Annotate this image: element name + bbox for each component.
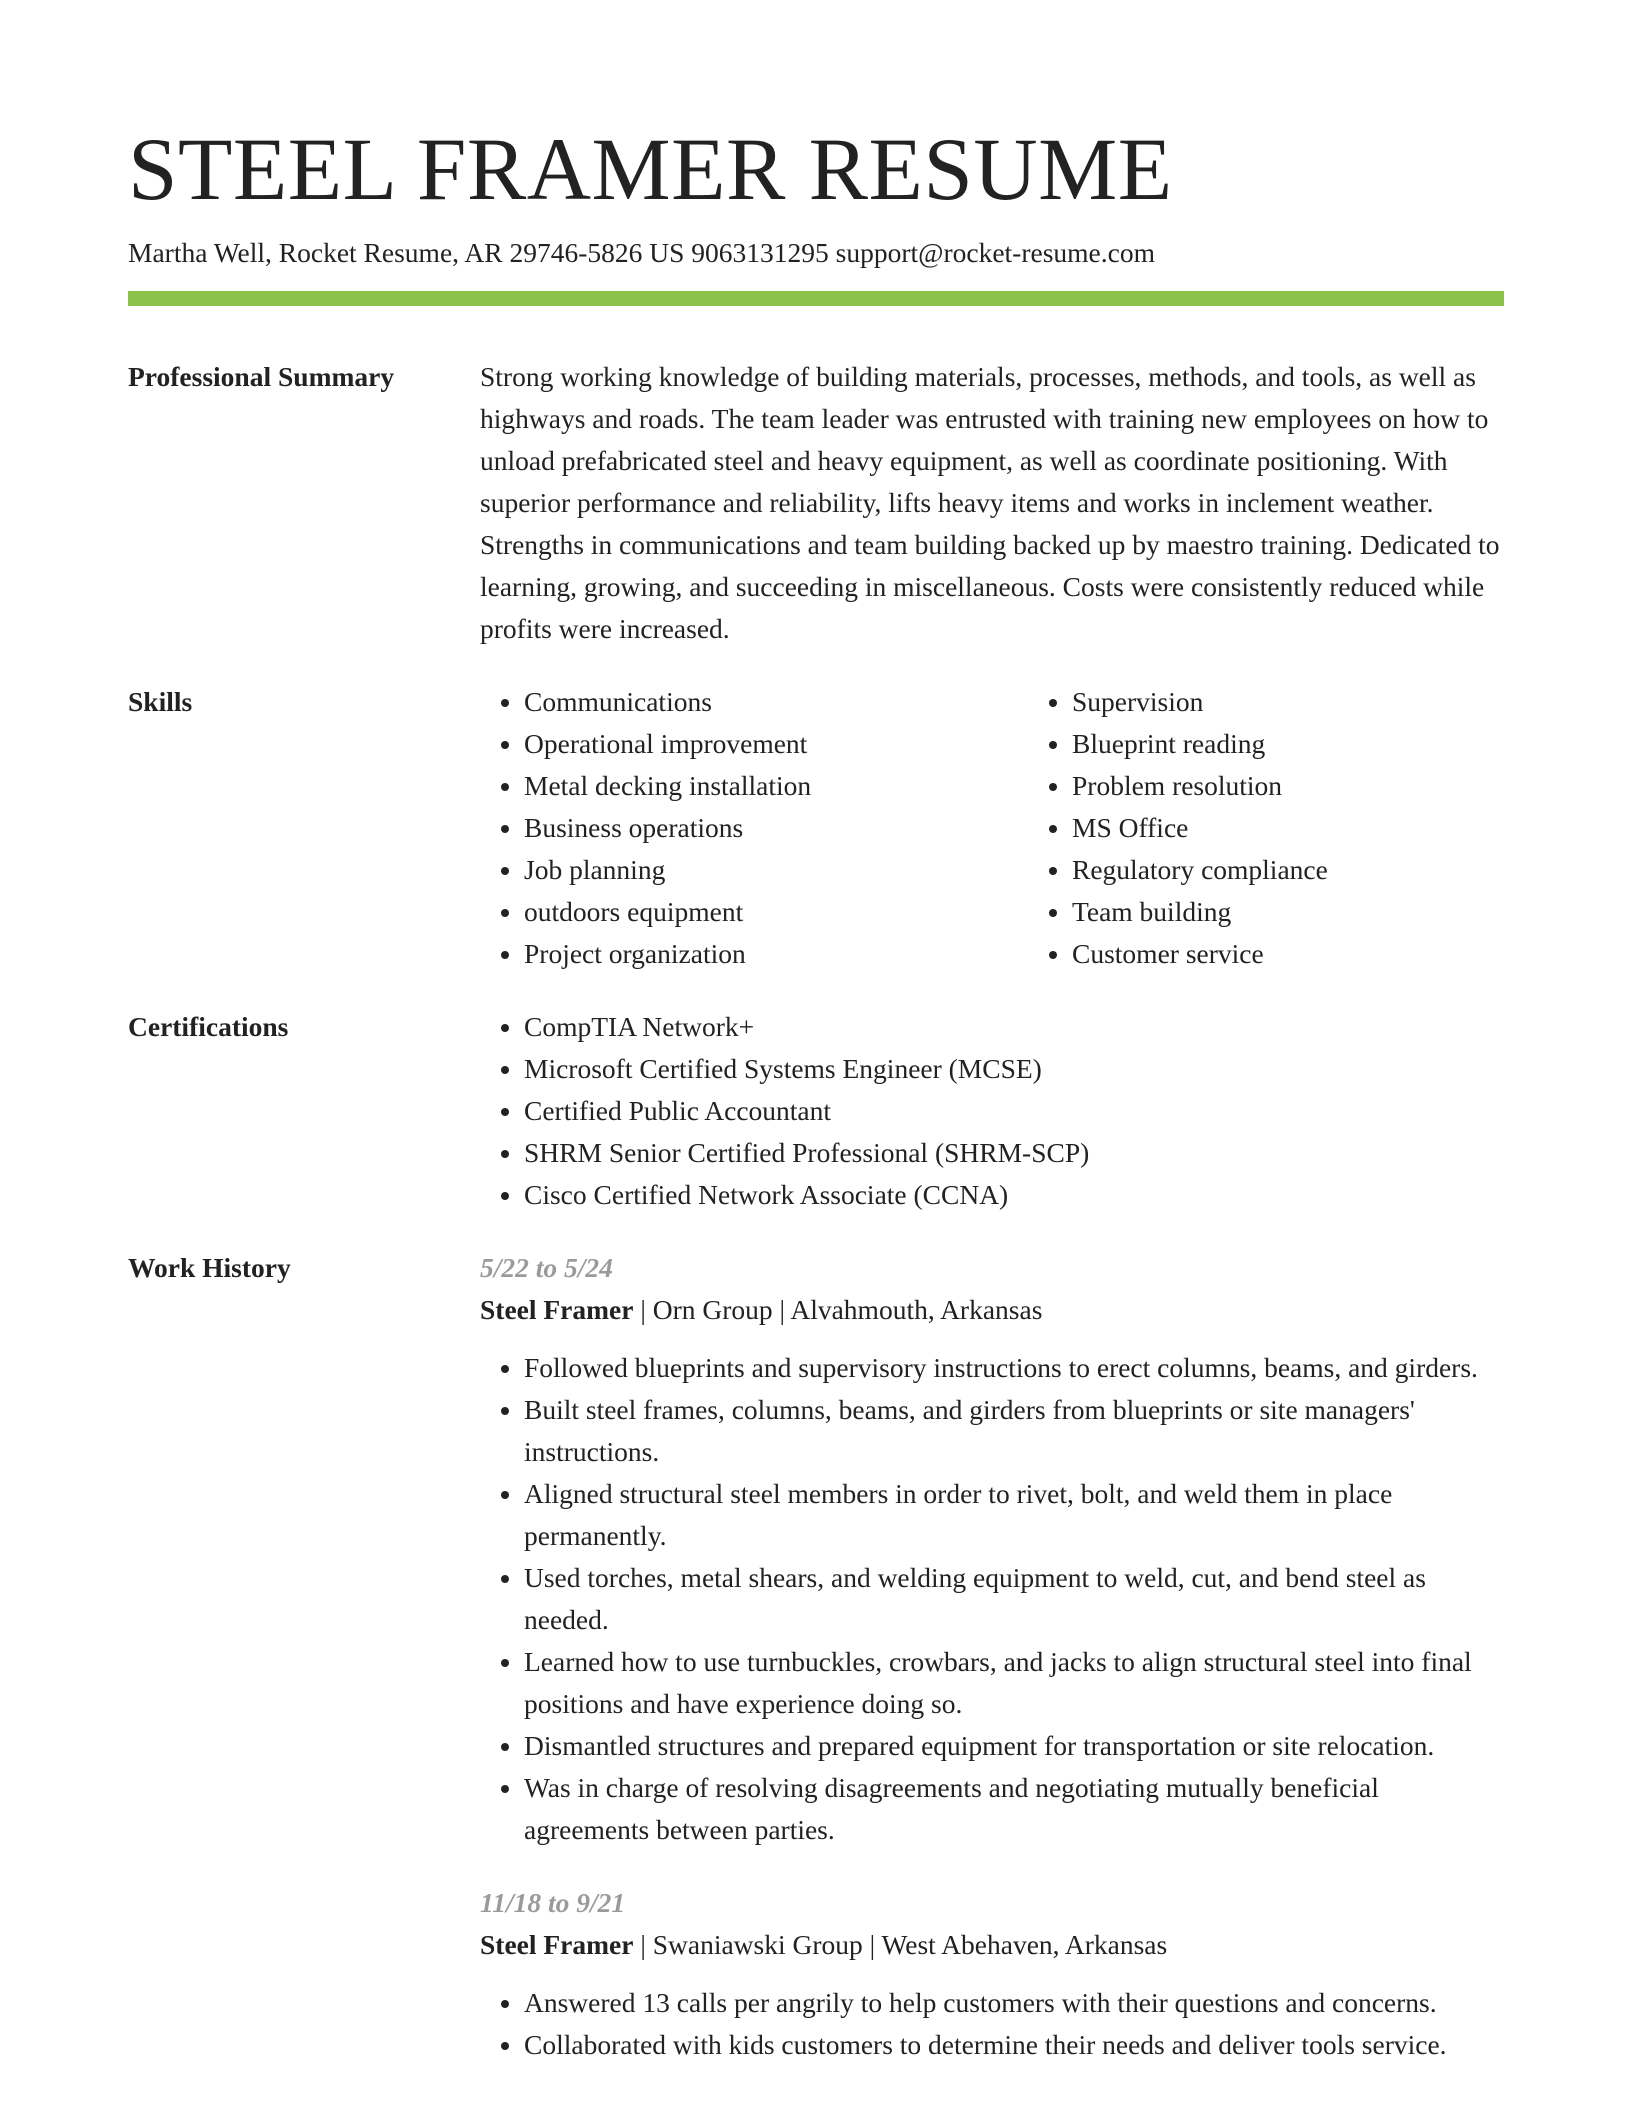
certifications-heading: Certifications (128, 1011, 289, 1042)
job-entry (480, 1882, 1504, 2066)
job-dates: 11/18 to 9/21 (480, 1887, 626, 1918)
job-employer-location: | Orn Group | Alvahmouth, Arkansas (633, 1294, 1043, 1325)
skill-item: • Customer service (1072, 933, 1576, 975)
skill-item: • Business operations (524, 807, 1028, 849)
skill-item: • Project organization (524, 933, 1028, 975)
skills-list-right (1028, 681, 1576, 975)
skills-section (128, 681, 1504, 975)
skills-list-left (480, 681, 1028, 975)
certification-item: • Certified Public Accountant (524, 1090, 1504, 1132)
job-duty-item: • Built steel frames, columns, beams, and girders from blueprints or site managers' instructions. (524, 1389, 1504, 1473)
job-duties-list (480, 1347, 1504, 1851)
job-duty-item: • Was in charge of resolving disagreements and negotiating mutually beneficial agreements between parties. (524, 1767, 1504, 1851)
job-list (480, 1247, 1504, 2066)
skill-item: • Metal decking installation (524, 765, 1028, 807)
job-duty-item: • Answered 13 calls per angrily to help customers with their questions and concerns. (524, 1982, 1504, 2024)
resume-title: STEEL FRAMER RESUME (128, 121, 1173, 219)
accent-divider (128, 291, 1504, 306)
certifications-list (480, 1006, 1504, 1216)
skill-item: • Team building (1072, 891, 1576, 933)
certification-item: • SHRM Senior Certified Professional (SHRM-SCP) (524, 1132, 1504, 1174)
skill-item: • Supervision (1072, 681, 1576, 723)
work-history-section (128, 1247, 1504, 2066)
skill-item: • Problem resolution (1072, 765, 1576, 807)
skill-item: • Blueprint reading (1072, 723, 1576, 765)
job-entry (480, 1247, 1504, 1851)
job-title: Steel Framer (480, 1929, 634, 1960)
job-duty-item: • Followed blueprints and supervisory instructions to erect columns, beams, and girders. (524, 1347, 1504, 1389)
summary-heading: Professional Summary (128, 361, 395, 392)
resume-page (128, 0, 1504, 2066)
job-duties-list (480, 1982, 1504, 2066)
skill-item: • Operational improvement (524, 723, 1028, 765)
job-employer-location: | Swaniawski Group | West Abehaven, Arkansas (633, 1929, 1168, 1960)
job-dates: 5/22 to 5/24 (480, 1252, 613, 1283)
skill-item: • Job planning (524, 849, 1028, 891)
certification-item: • Cisco Certified Network Associate (CCNA) (524, 1174, 1504, 1216)
skill-item: • Regulatory compliance (1072, 849, 1576, 891)
skill-item: • MS Office (1072, 807, 1576, 849)
skill-item: • outdoors equipment (524, 891, 1028, 933)
job-duty-item: • Collaborated with kids customers to determine their needs and deliver tools service. (524, 2024, 1504, 2066)
job-title: Steel Framer (480, 1294, 634, 1325)
work-history-heading: Work History (128, 1252, 291, 1283)
job-duty-item: • Learned how to use turnbuckles, crowbars, and jacks to align structural steel into final positions and have experience doing so. (524, 1641, 1504, 1725)
summary-section (128, 356, 1504, 650)
job-duty-item: • Aligned structural steel members in order to rivet, bolt, and weld them in place permanently. (524, 1473, 1504, 1557)
job-header (480, 1924, 1504, 1966)
summary-text: Strong working knowledge of building materials, processes, methods, and tools, as well as highways and roads. The team leader was entrusted with training new employees on how to unload prefabricated steel and heavy equipment, as well as coordinate positioning. With superior performance and reliability, lifts heavy items and works in inclement weather. Strengths in communications and team building backed up by maestro training. Dedicated to learning, growing, and succeeding in miscellaneous. Costs were consistently reduced while profits were increased. (480, 361, 1500, 644)
certifications-section (128, 1006, 1504, 1216)
job-duty-item: • Used torches, metal shears, and welding equipment to weld, cut, and bend steel as needed. (524, 1557, 1504, 1641)
job-header (480, 1289, 1504, 1331)
job-duty-item: • Dismantled structures and prepared equipment for transportation or site relocation. (524, 1725, 1504, 1767)
certification-item: • CompTIA Network+ (524, 1006, 1504, 1048)
contact-line: Martha Well, Rocket Resume, AR 29746-5826 US 9063131295 support@rocket-resume.com (128, 237, 1155, 268)
skill-item: • Communications (524, 681, 1028, 723)
certification-item: • Microsoft Certified Systems Engineer (MCSE) (524, 1048, 1504, 1090)
skills-heading: Skills (128, 686, 193, 717)
